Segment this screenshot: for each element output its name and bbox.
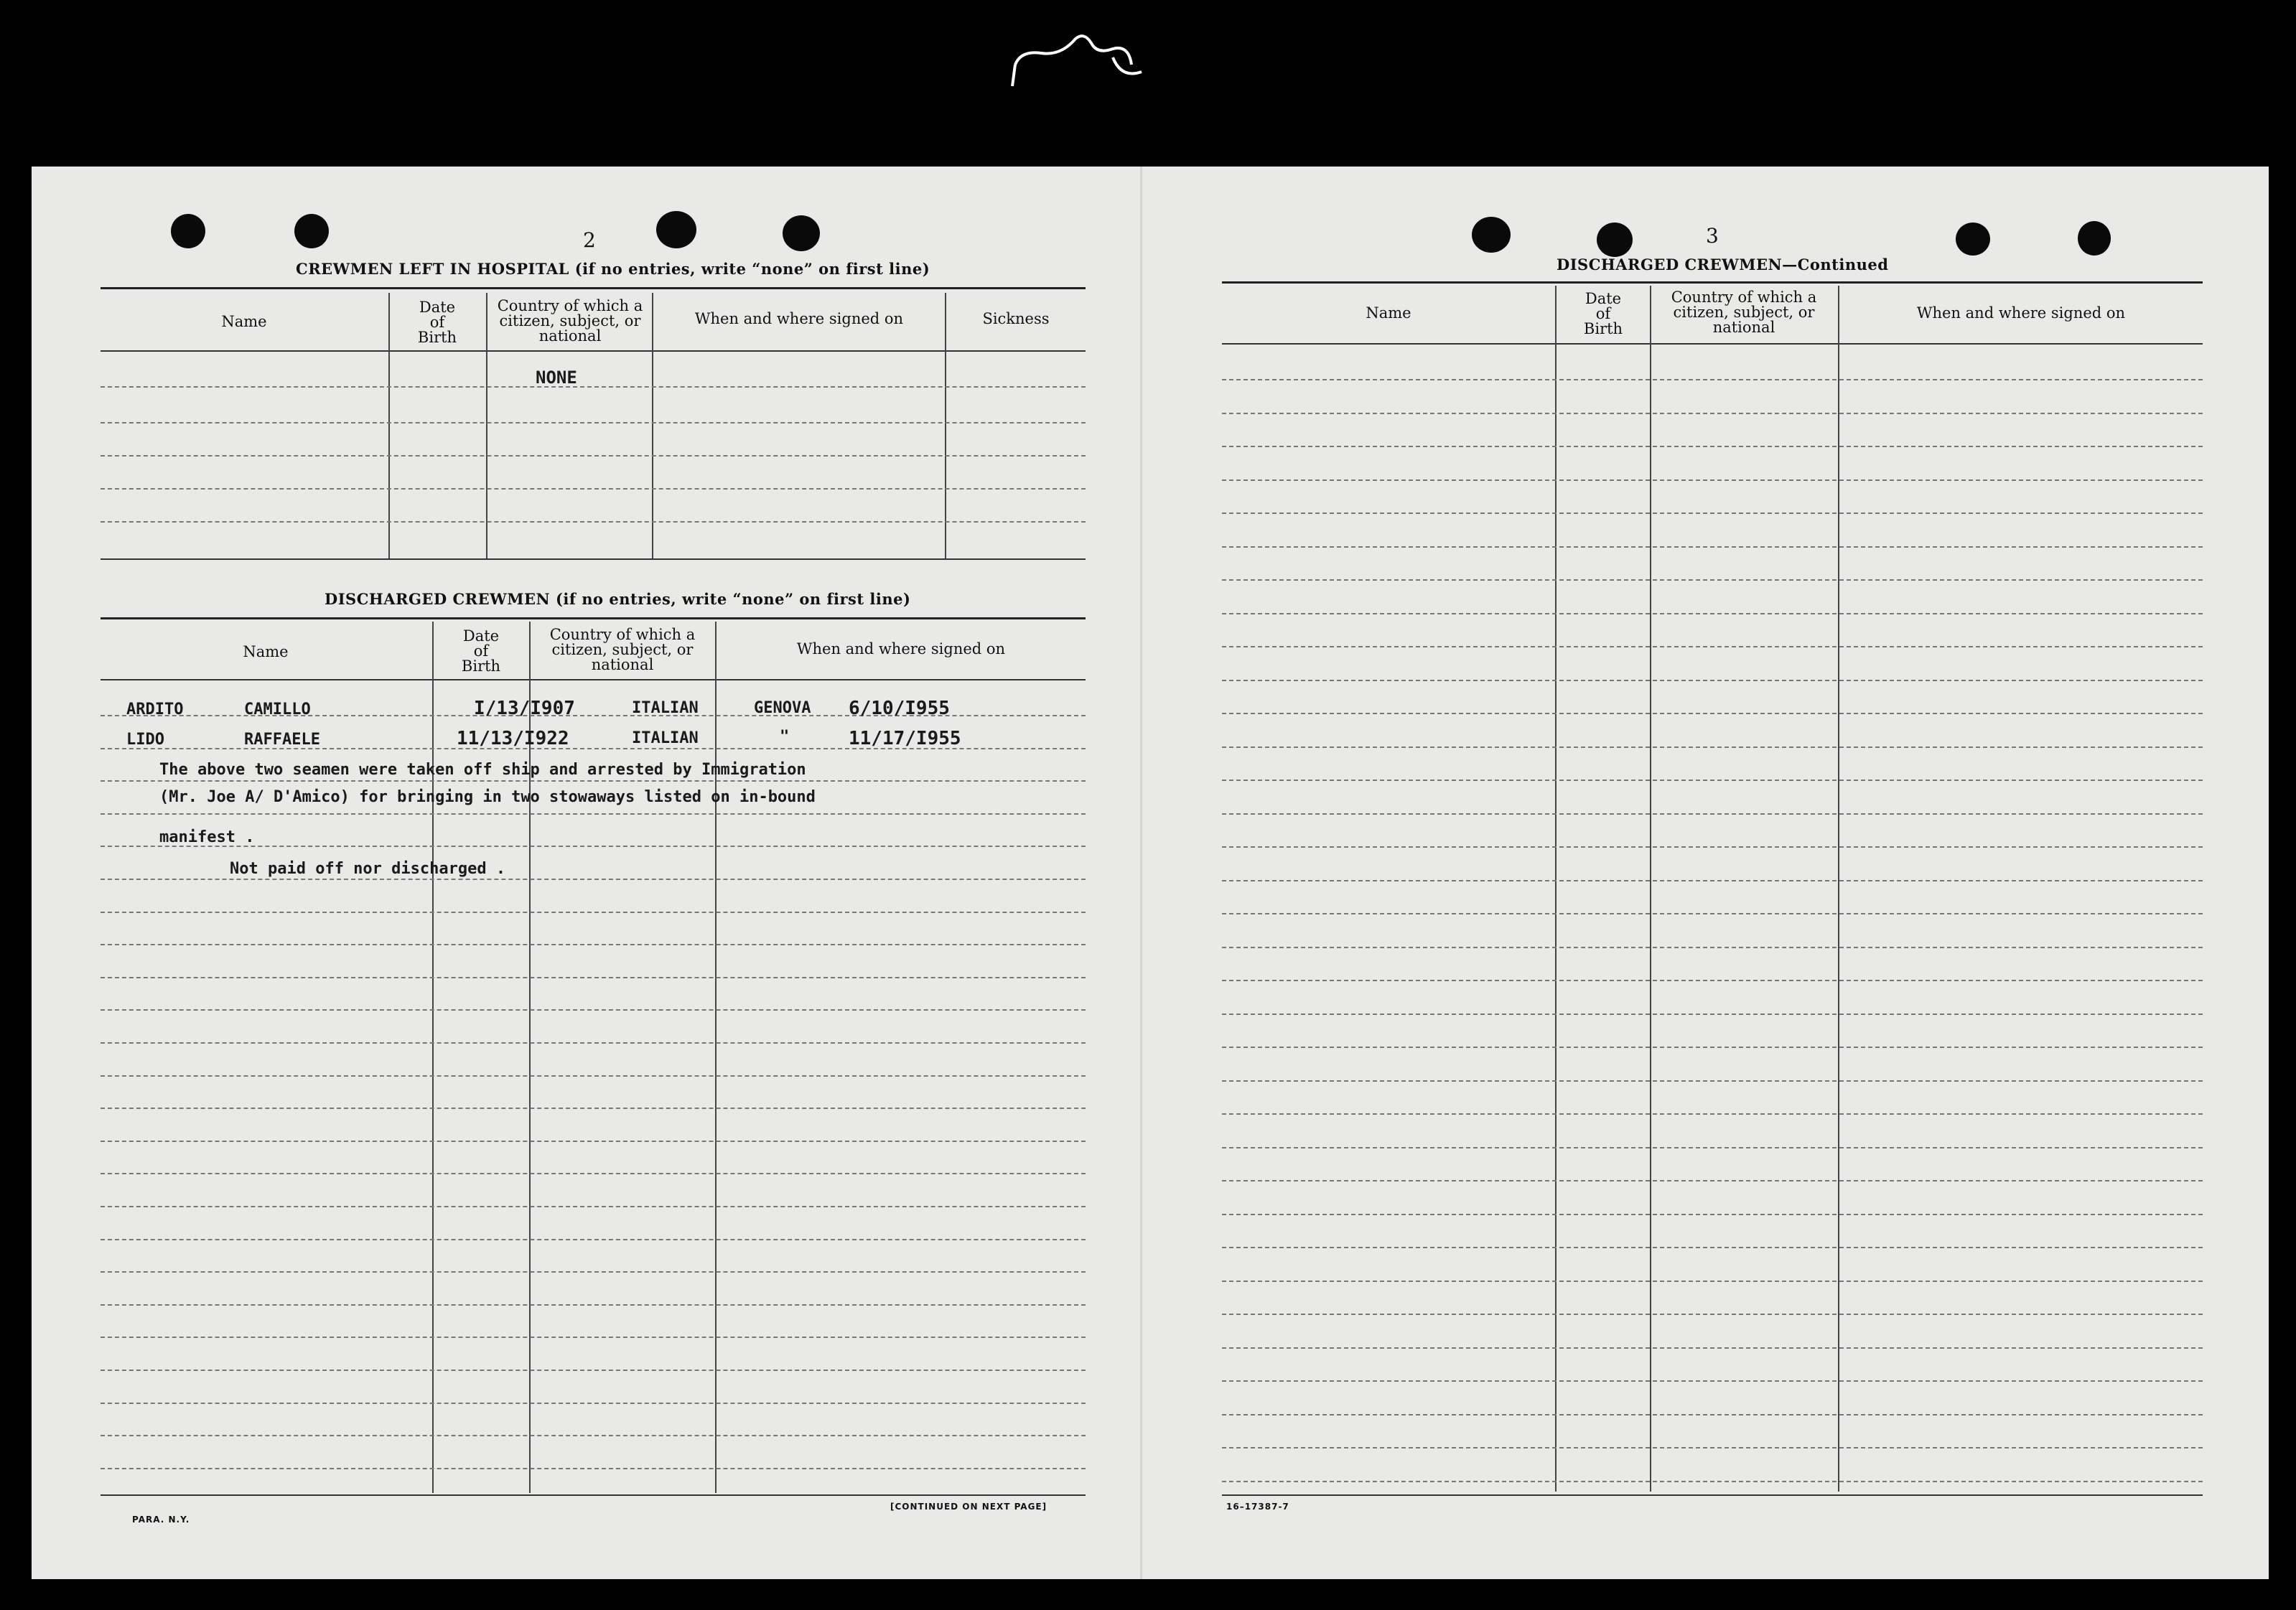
- ruled-line: [1222, 713, 2203, 714]
- continued-note: [CONTINUED ON NEXT PAGE]: [890, 1502, 1047, 1512]
- right-header-rule: [1222, 343, 2203, 345]
- discharged-section-title: [325, 590, 910, 608]
- hospital-col-dob: Date of Birth: [417, 299, 457, 346]
- remark-line: manifest .: [159, 828, 255, 846]
- handwritten-mark: [1005, 22, 1163, 100]
- ruled-line: [1222, 947, 2203, 948]
- ruled-line: [1222, 646, 2203, 647]
- hospital-col-sickness: Sickness: [982, 310, 1050, 327]
- crewman-signed-date: 11/17/I955: [849, 728, 961, 749]
- punch-hole: [656, 211, 696, 248]
- crewman-surname: ARDITO: [126, 701, 184, 719]
- discharged-title-note: (if no entries, write “none” on first line): [555, 590, 911, 608]
- right-col-name: Name: [1366, 304, 1411, 322]
- ruled-line: [1222, 1414, 2203, 1415]
- crewman-signed-date: 6/10/I955: [849, 698, 950, 719]
- ruled-line: [1222, 1347, 2203, 1349]
- ruled-line: [1222, 747, 2203, 748]
- hospital-divider: [945, 293, 946, 558]
- hospital-line: [101, 455, 1086, 457]
- ruled-line: [1222, 1047, 2203, 1048]
- ruled-line: [101, 1239, 1086, 1240]
- punch-hole: [294, 214, 329, 248]
- right-col-dob: Date of Birth: [1583, 290, 1623, 337]
- ruled-line: [101, 1173, 1086, 1174]
- ruled-line: [101, 1271, 1086, 1273]
- ruled-line: [1222, 546, 2203, 548]
- remark-line: The above two seamen were taken off ship and arrested by Immigration: [159, 761, 806, 779]
- ruled-line: [101, 813, 1086, 815]
- hospital-header-rule: [101, 350, 1086, 352]
- ruled-line: [1222, 446, 2203, 447]
- punch-hole: [783, 215, 820, 251]
- crewman-given: CAMILLO: [244, 701, 311, 719]
- ruled-line: [101, 977, 1086, 978]
- punch-hole: [2078, 221, 2111, 256]
- form-number: 16–17387-7: [1226, 1502, 1289, 1512]
- ruled-line: [1222, 1080, 2203, 1082]
- discharged-header-rule: [101, 679, 1086, 680]
- left-bottom-rule: [101, 1494, 1086, 1496]
- punch-hole: [1956, 223, 1990, 256]
- ruled-line: [101, 1435, 1086, 1436]
- hospital-col-country: Country of which a citizen, subject, or national: [497, 297, 643, 345]
- ruled-line: [1222, 379, 2203, 380]
- punch-hole: [1472, 217, 1511, 253]
- ruled-line: [1222, 1447, 2203, 1448]
- hospital-divider: [486, 293, 487, 558]
- right-top-rule: [1222, 281, 2203, 284]
- crewman-signed-place: ": [780, 728, 790, 746]
- ruled-line: [101, 912, 1086, 913]
- page-number-left: 2: [583, 228, 596, 252]
- hospital-line: [101, 386, 1086, 388]
- ruled-line: [101, 1370, 1086, 1371]
- crewman-signed-place: GENOVA: [754, 699, 811, 717]
- hospital-title-text: CREWMEN LEFT IN HOSPITAL: [296, 260, 569, 278]
- hospital-section-title: [296, 260, 930, 278]
- discharged-divider: [715, 622, 717, 1493]
- ruled-line: [101, 1042, 1086, 1044]
- crewman-dob: 11/13/I922: [457, 728, 569, 749]
- hospital-entry: NONE: [536, 368, 577, 388]
- ruled-line: [101, 944, 1086, 945]
- ruled-line: [1222, 413, 2203, 414]
- hospital-col-name: Name: [221, 313, 267, 330]
- ruled-line: [1222, 1147, 2203, 1148]
- discharged-col-dob: Date of Birth: [461, 627, 501, 675]
- ruled-line: [101, 1304, 1086, 1306]
- crewman-given: RAFFAELE: [244, 731, 320, 749]
- hospital-top-rule: [101, 287, 1086, 289]
- discharged-title-text: DISCHARGED CREWMEN: [325, 590, 551, 608]
- right-section-title: DISCHARGED CREWMEN—Continued: [1557, 256, 1889, 273]
- right-col-signed: When and where signed on: [1916, 304, 2126, 322]
- ruled-line: [1222, 1014, 2203, 1015]
- ruled-line: [1222, 1214, 2203, 1215]
- crewman-surname: LIDO: [126, 731, 164, 749]
- right-bottom-rule: [1222, 1494, 2203, 1496]
- ruled-line: [101, 879, 1086, 880]
- ruled-line: [1222, 1314, 2203, 1315]
- ruled-line: [101, 1108, 1086, 1109]
- ruled-line: [101, 1141, 1086, 1142]
- punch-hole: [1597, 223, 1633, 257]
- ruled-line: [101, 1403, 1086, 1404]
- discharged-divider: [432, 622, 434, 1493]
- ruled-line: [1222, 780, 2203, 781]
- ruled-line: [1222, 513, 2203, 514]
- ruled-line: [1222, 1247, 2203, 1248]
- crewman-dob: I/13/I907: [474, 698, 575, 719]
- ruled-line: [1222, 479, 2203, 481]
- crewman-country: ITALIAN: [632, 699, 699, 717]
- right-divider: [1650, 286, 1651, 1492]
- page-number-right: 3: [1706, 224, 1719, 248]
- discharged-divider: [529, 622, 531, 1493]
- ruled-line: [1222, 579, 2203, 581]
- discharged-col-signed: When and where signed on: [796, 640, 1006, 657]
- ruled-line: [1222, 1113, 2203, 1115]
- right-col-country: Country of which a citizen, subject, or national: [1671, 289, 1817, 336]
- hospital-line: [101, 521, 1086, 523]
- hospital-bottom-rule: [101, 558, 1086, 560]
- punch-hole: [171, 214, 205, 248]
- printer-mark: PARA. N.Y.: [132, 1515, 190, 1525]
- remark-line: Not paid off nor discharged .: [230, 860, 506, 878]
- discharged-col-country: Country of which a citizen, subject, or national: [549, 626, 696, 673]
- ruled-line: [1222, 1281, 2203, 1282]
- ruled-line: [1222, 980, 2203, 981]
- hospital-divider: [388, 293, 390, 558]
- ruled-line: [1222, 880, 2203, 881]
- ruled-line: [1222, 846, 2203, 848]
- discharged-col-name: Name: [243, 643, 289, 660]
- ruled-line: [1222, 613, 2203, 614]
- ruled-line: [101, 1468, 1086, 1469]
- remark-line: (Mr. Joe A/ D'Amico) for bringing in two stowaways listed on in-bound: [159, 788, 816, 806]
- ruled-line: [1222, 1380, 2203, 1382]
- ruled-line: [101, 780, 1086, 782]
- ruled-line: [101, 1337, 1086, 1338]
- ruled-line: [1222, 1481, 2203, 1482]
- page-fold: [1140, 167, 1142, 1579]
- hospital-col-signed: When and where signed on: [694, 310, 904, 327]
- ruled-line: [1222, 813, 2203, 815]
- ruled-line: [101, 1009, 1086, 1011]
- ruled-line: [1222, 913, 2203, 914]
- right-divider: [1838, 286, 1839, 1492]
- right-divider: [1555, 286, 1557, 1492]
- hospital-divider: [652, 293, 653, 558]
- ruled-line: [1222, 680, 2203, 681]
- hospital-line: [101, 488, 1086, 490]
- ruled-line: [101, 1206, 1086, 1207]
- ruled-line: [1222, 1180, 2203, 1181]
- ruled-line: [101, 1075, 1086, 1077]
- hospital-title-note: (if no entries, write “none” on first line): [574, 260, 930, 278]
- discharged-top-rule: [101, 617, 1086, 619]
- hospital-line: [101, 422, 1086, 423]
- crewman-country: ITALIAN: [632, 729, 699, 747]
